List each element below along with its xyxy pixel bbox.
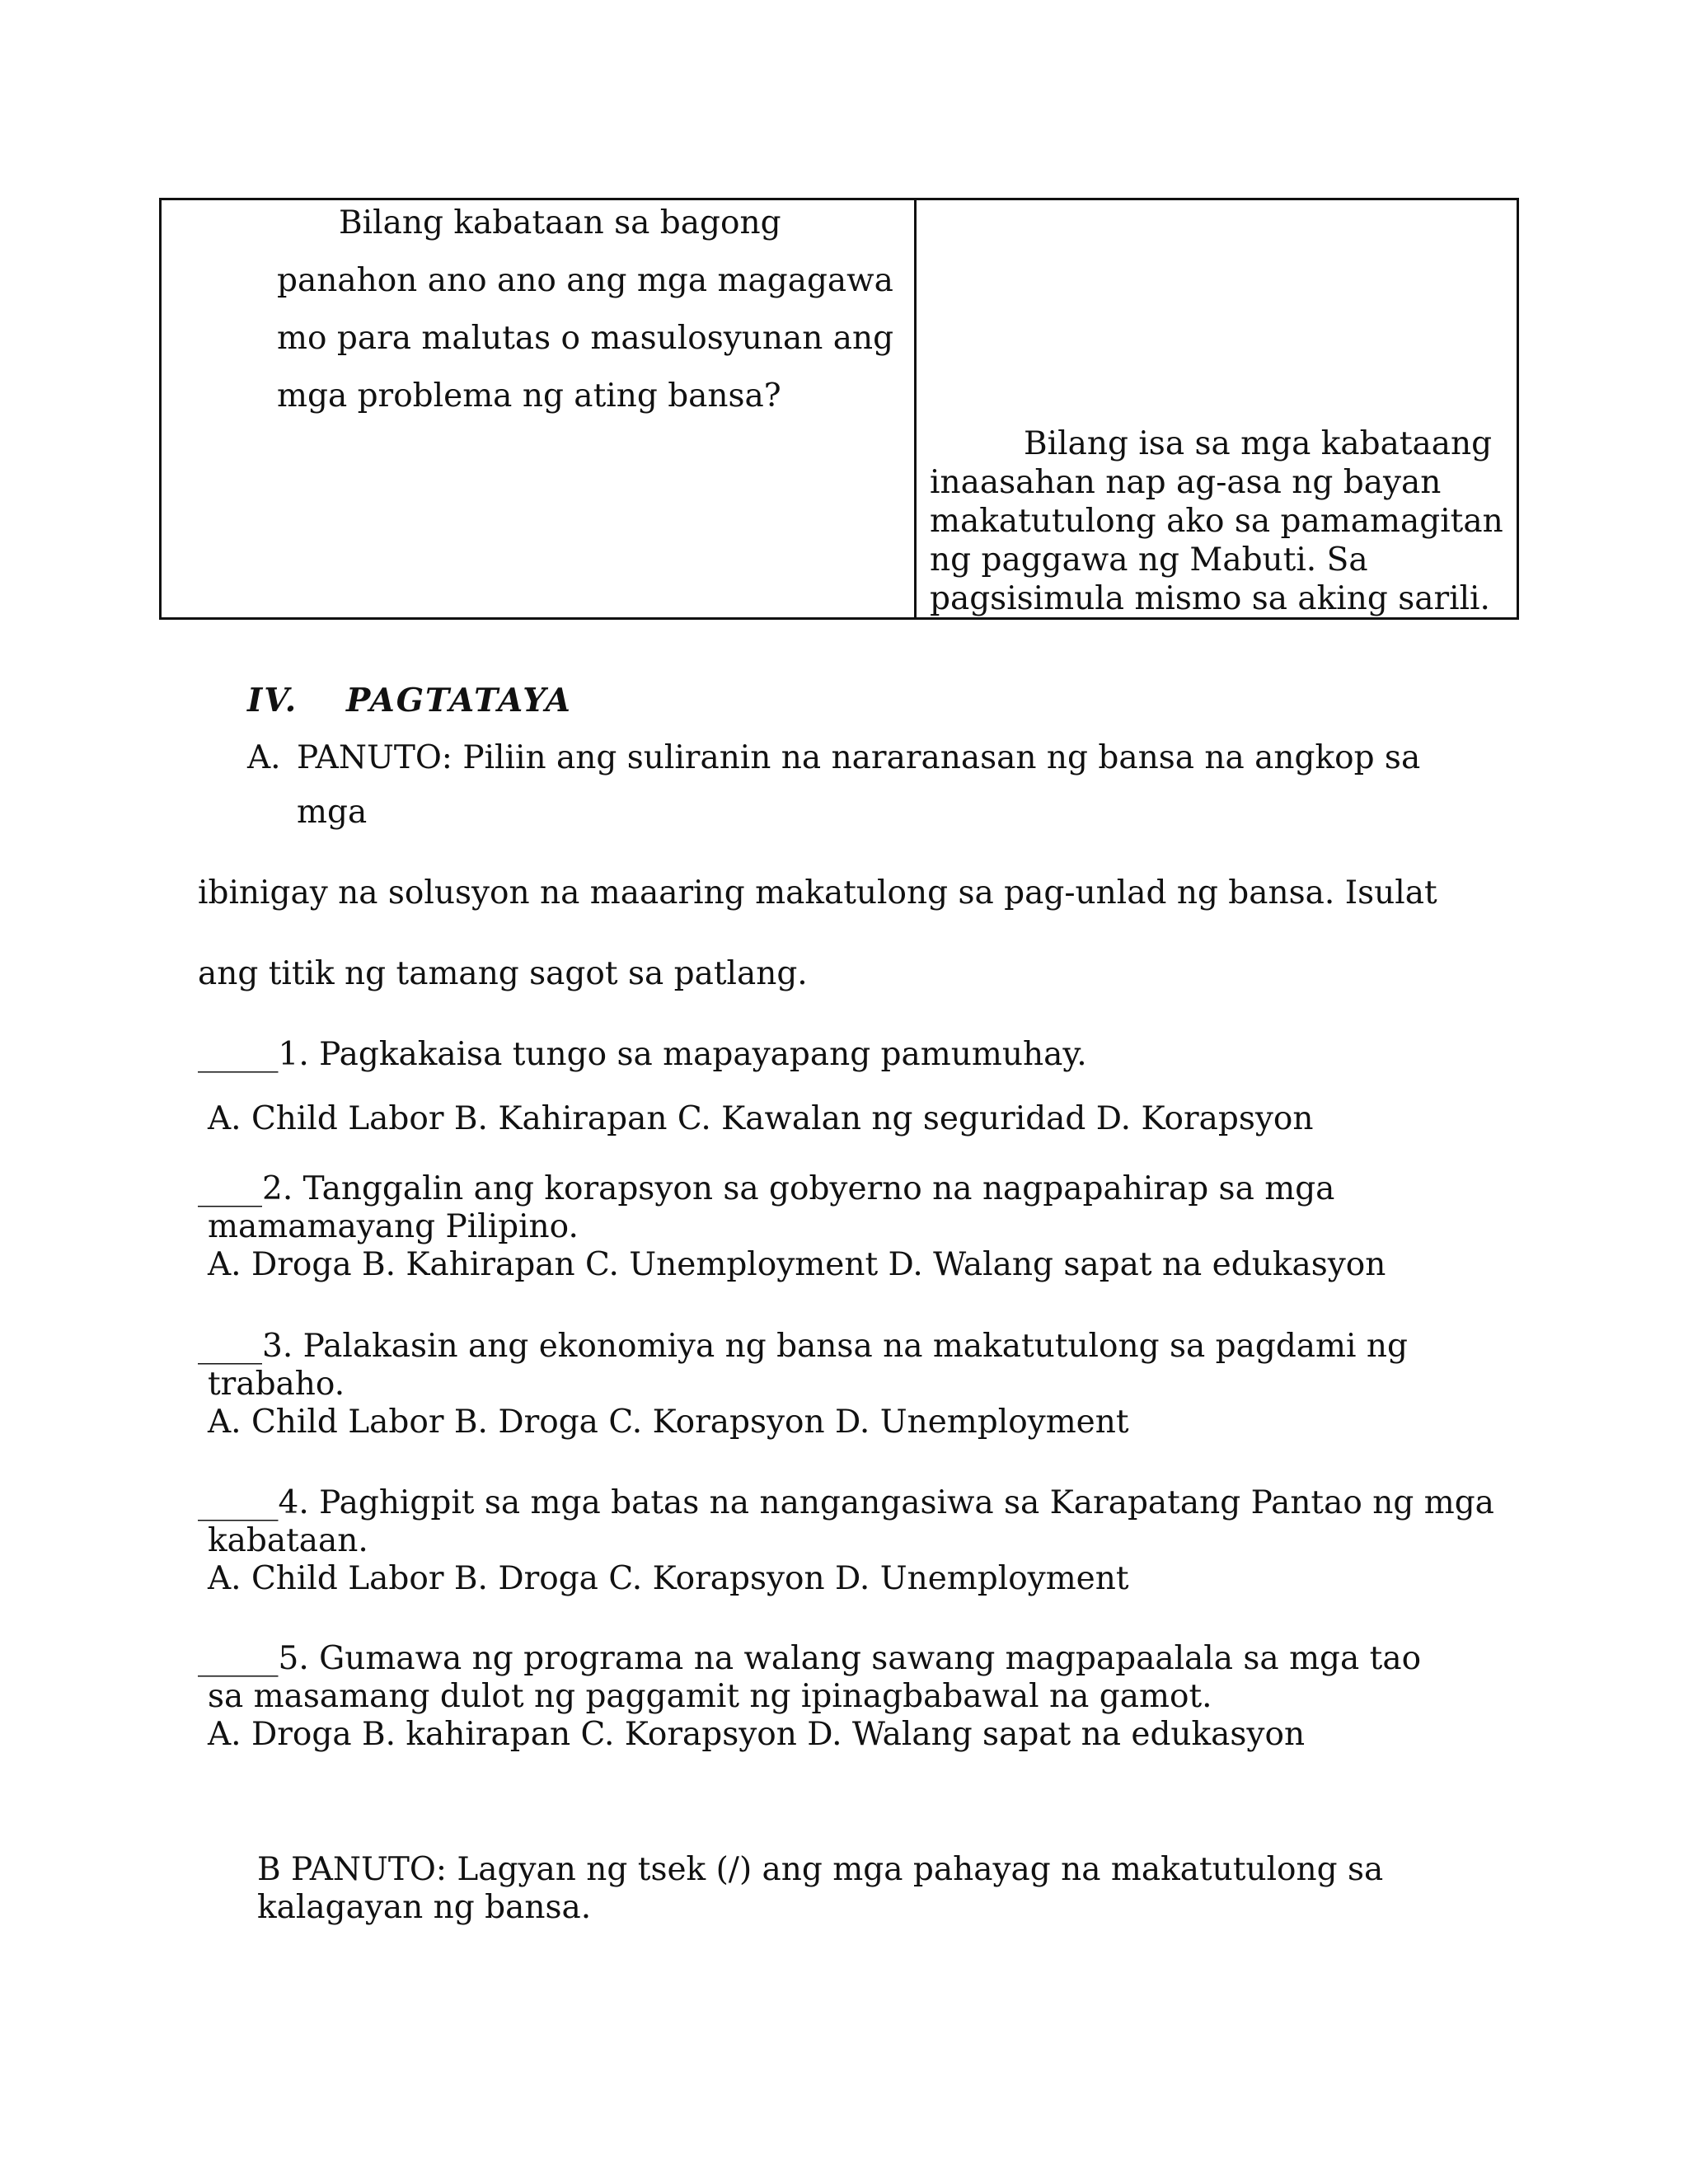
- part-a-instruction-line4: ang titik ng tamang sagot sa patlang.: [198, 955, 808, 992]
- question-line-4: mga problema ng ating bansa?: [277, 377, 781, 415]
- item-1-choices: A. Child Labor B. Kahirapan C. Kawalan ng seguridad D. Korapsyon: [208, 1100, 1314, 1137]
- answer-line-2: inaasahan nap ag-asa ng bayan: [930, 464, 1442, 501]
- question-line-2: panahon ano ano ang mga magagawa: [277, 262, 893, 299]
- item-3-question-cont: trabaho.: [208, 1366, 345, 1403]
- item-4-choices: A. Child Labor B. Droga C. Korapsyon D. Unemployment: [208, 1560, 1129, 1597]
- item-5-question: _____5. Gumawa ng programa na walang sawang magpapaalala sa mga tao: [198, 1640, 1422, 1677]
- section-number: IV.: [247, 682, 298, 719]
- question-line-1: Bilang kabataan sa bagong: [339, 204, 781, 241]
- item-2-question: ____2. Tanggalin ang korapsyon sa gobyerno na nagpapahirap sa mga: [198, 1170, 1335, 1207]
- part-b-instruction-line1: B PANUTO: Lagyan ng tsek (/) ang mga pahayag na makatutulong sa: [257, 1851, 1384, 1888]
- part-a-instruction-line3: ibinigay na solusyon na maaaring makatulong sa pag-unlad ng bansa. Isulat: [198, 874, 1437, 912]
- question-line-3: mo para malutas o masulosyunan ang: [277, 320, 894, 357]
- item-2-question-cont: mamamayang Pilipino.: [208, 1208, 579, 1245]
- answer-line-5: pagsisimula mismo sa aking sarili.: [930, 580, 1490, 617]
- item-2-choices: A. Droga B. Kahirapan C. Unemployment D. Walang sapat na edukasyon: [208, 1246, 1386, 1283]
- question-cell: [162, 200, 914, 617]
- question-answer-table: [159, 198, 1519, 620]
- item-5-question-cont: sa masamang dulot ng paggamit ng ipinagbabawal na gamot.: [208, 1678, 1212, 1715]
- answer-line-1: Bilang isa sa mga kabataang: [1024, 425, 1493, 462]
- item-5-choices: A. Droga B. kahirapan C. Korapsyon D. Walang sapat na edukasyon: [208, 1716, 1306, 1753]
- answer-line-3: makatutulong ako sa pamamagitan: [930, 503, 1503, 540]
- part-a-instruction-line2: mga: [297, 794, 368, 831]
- item-4-question-cont: kabataan.: [208, 1522, 368, 1559]
- item-3-question: ____3. Palakasin ang ekonomiya ng bansa na makatutulong sa pagdami ng: [198, 1328, 1408, 1365]
- item-4-question: _____4. Paghigpit sa mga batas na nangangasiwa sa Karapatang Pantao ng mga: [198, 1484, 1494, 1521]
- item-1-question: _____1. Pagkakaisa tungo sa mapayapang pamumuhay.: [198, 1036, 1087, 1073]
- section-title: PAGTATAYA: [346, 682, 572, 719]
- part-a-letter: A.: [247, 739, 281, 776]
- part-b-instruction-line2: kalagayan ng bansa.: [257, 1889, 592, 1926]
- answer-cell: [917, 200, 1517, 617]
- answer-line-4: ng paggawa ng Mabuti. Sa: [930, 541, 1368, 579]
- item-3-choices: A. Child Labor B. Droga C. Korapsyon D. Unemployment: [208, 1404, 1129, 1441]
- part-a-instruction-line1: PANUTO: Piliin ang suliranin na nararanasan ng bansa na angkop sa: [297, 739, 1421, 776]
